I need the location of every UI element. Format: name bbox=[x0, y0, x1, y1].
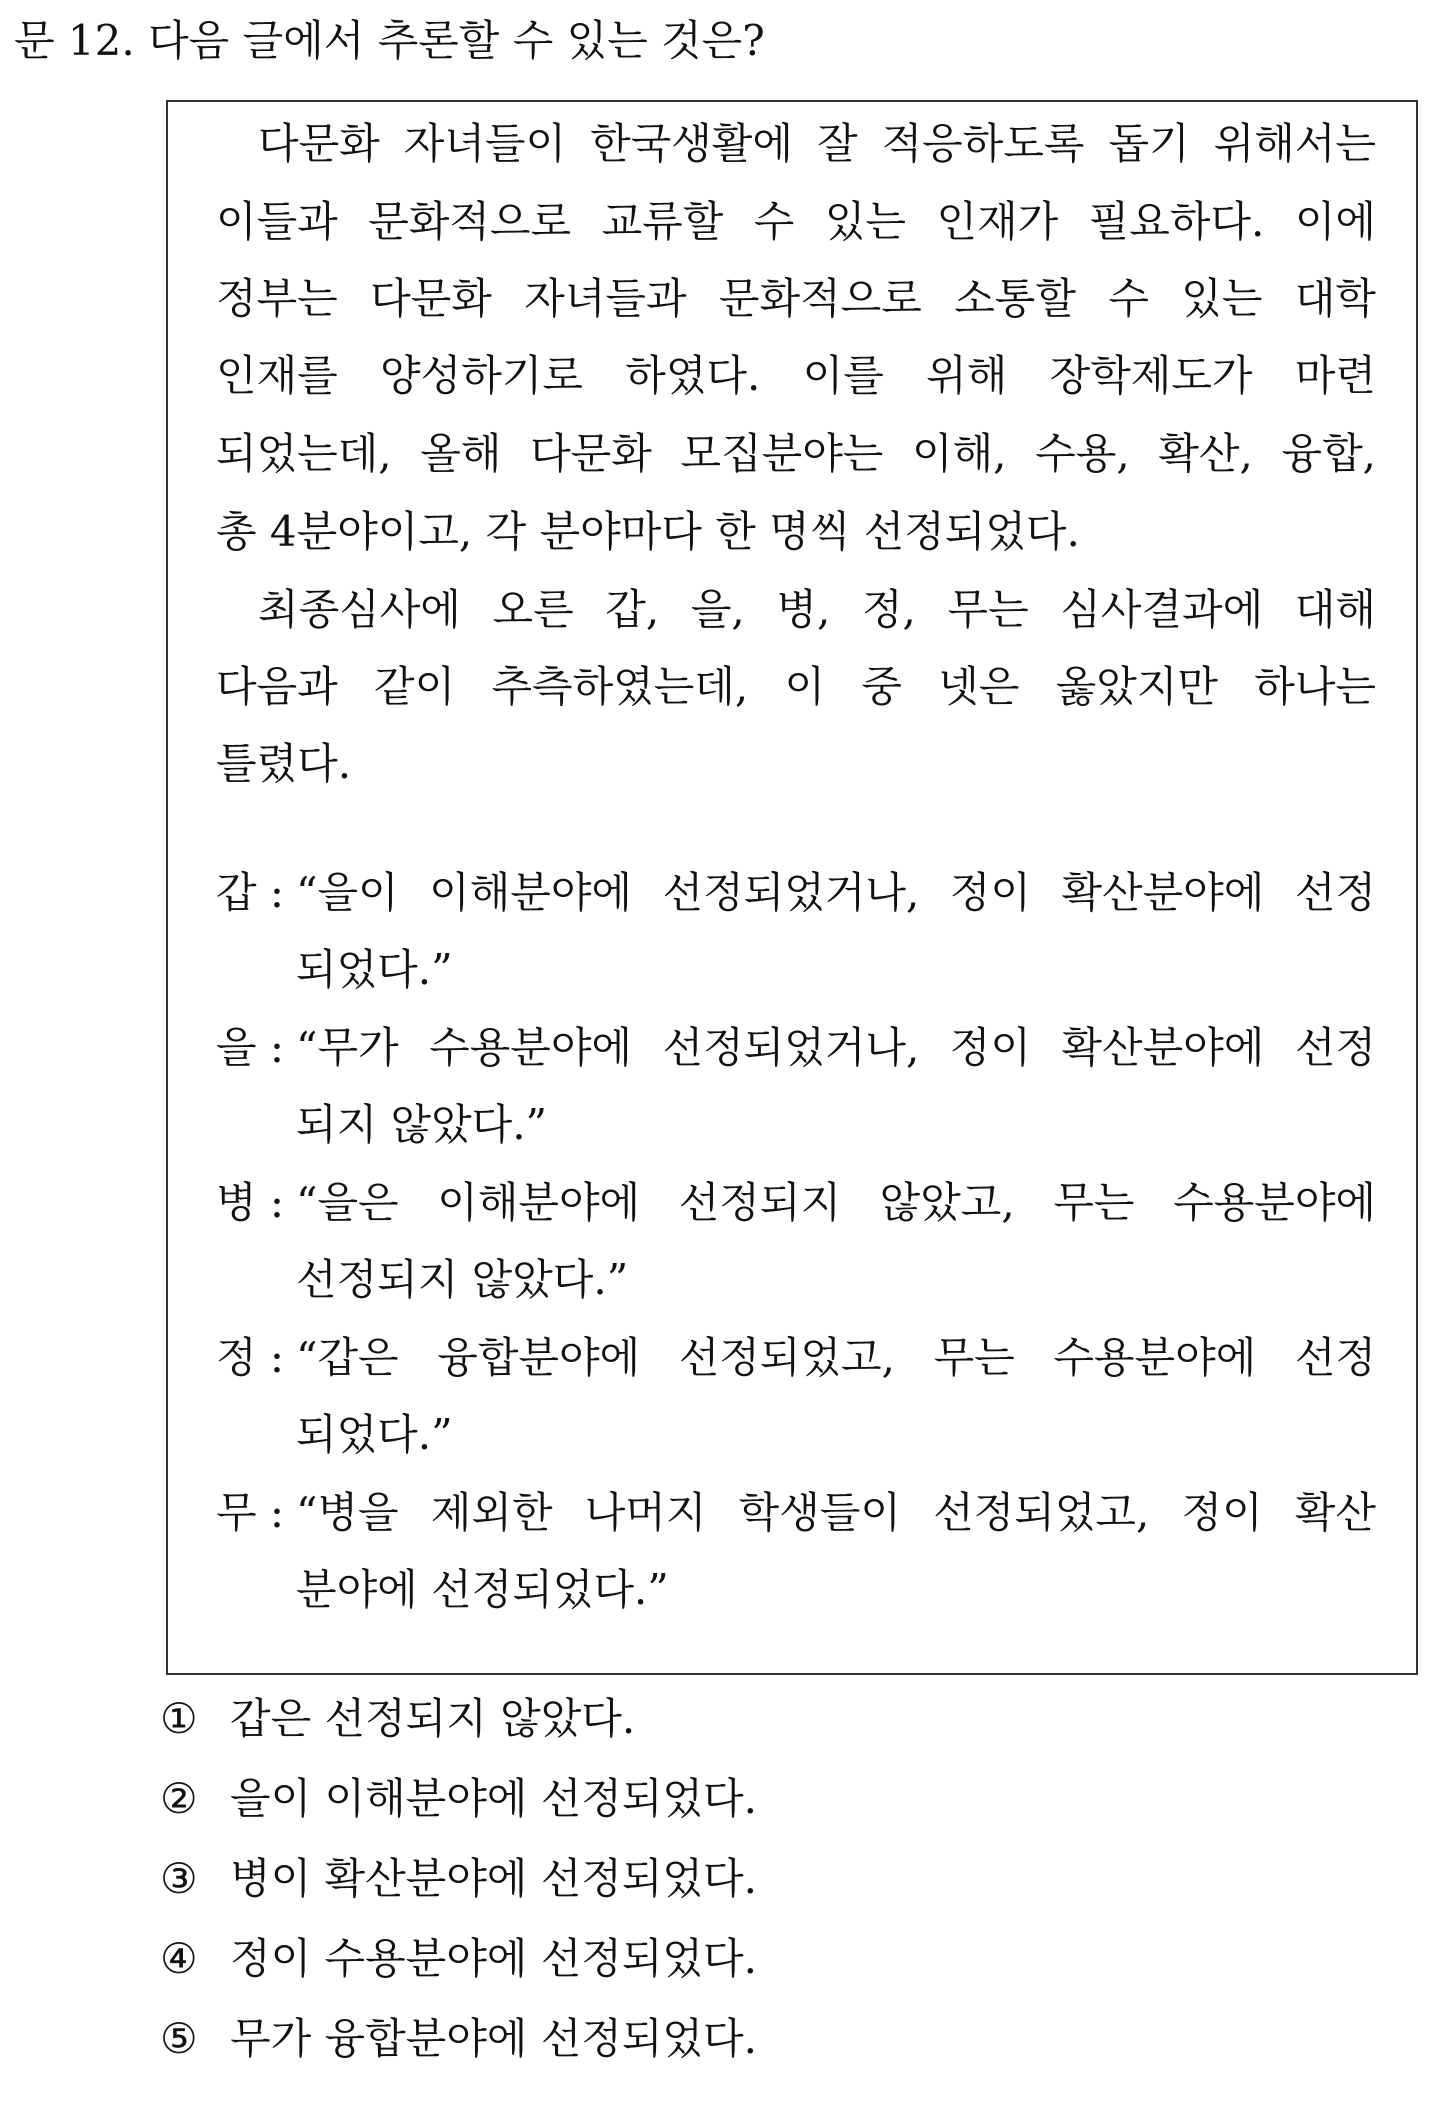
option-text: 병이 확산분야에 선정되었다. bbox=[230, 1854, 757, 1903]
statement-jeong bbox=[216, 1327, 1376, 1389]
option-text: 을이 이해분야에 선정되었다. bbox=[230, 1774, 757, 1823]
speaker-label: 갑 : bbox=[216, 868, 285, 917]
option-text: 무가 융합분야에 선정되었다. bbox=[230, 2014, 757, 2063]
speaker-label: 정 : bbox=[216, 1333, 285, 1382]
statement-text: “을이 이해분야에 선정되었거나, 정이 확산분야에 선정 bbox=[296, 868, 1376, 917]
answer-option-3[interactable] bbox=[160, 1848, 757, 1910]
answer-option-1[interactable] bbox=[160, 1688, 635, 1750]
answer-option-5[interactable] bbox=[160, 2008, 757, 2070]
statement-text: “병을 제외한 나머지 학생들이 선정되었고, 정이 확산 bbox=[296, 1488, 1376, 1537]
statement-continuation: 분야에 선정되었다.” bbox=[296, 1565, 669, 1614]
passage-line: 다문화 자녀들이 한국생활에 잘 적응하도록 돕기 위해서는 bbox=[258, 119, 1376, 168]
statement-continuation: 되었다.” bbox=[296, 945, 453, 994]
passage-line: 정부는 다문화 자녀들과 문화적으로 소통할 수 있는 대학 bbox=[216, 274, 1376, 323]
question-title: 문 12. 다음 글에서 추론할 수 있는 것은? bbox=[14, 16, 765, 65]
answer-option-4[interactable] bbox=[160, 1928, 757, 1990]
option-number: ④ bbox=[160, 1934, 198, 1983]
option-number: ② bbox=[160, 1774, 198, 1823]
speaker-label: 을 : bbox=[216, 1023, 285, 1072]
passage-line: 되었는데, 올해 다문화 모집분야는 이해, 수용, 확산, 융합, bbox=[216, 429, 1376, 478]
option-number: ⑤ bbox=[160, 2014, 198, 2063]
option-number: ① bbox=[160, 1694, 198, 1743]
passage-line: 최종심사에 오른 갑, 을, 병, 정, 무는 심사결과에 대해 bbox=[258, 585, 1376, 634]
statement-continuation: 선정되지 않았다.” bbox=[296, 1255, 629, 1304]
statement-eul bbox=[216, 1017, 1376, 1079]
statement-continuation: 되지 않았다.” bbox=[296, 1100, 548, 1149]
passage-line: 틀렸다. bbox=[216, 739, 352, 788]
statement-continuation: 되었다.” bbox=[296, 1410, 453, 1459]
passage-line: 총 4분야이고, 각 분야마다 한 명씩 선정되었다. bbox=[216, 507, 1080, 556]
passage-line: 이들과 문화적으로 교류할 수 있는 인재가 필요하다. 이에 bbox=[216, 197, 1376, 246]
statement-gap bbox=[216, 862, 1376, 924]
option-number: ③ bbox=[160, 1854, 198, 1903]
passage-line: 다음과 같이 추측하였는데, 이 중 넷은 옳았지만 하나는 bbox=[216, 662, 1376, 711]
statement-text: “갑은 융합분야에 선정되었고, 무는 수용분야에 선정 bbox=[296, 1333, 1376, 1382]
option-text: 정이 수용분야에 선정되었다. bbox=[230, 1934, 757, 1983]
speaker-label: 병 : bbox=[216, 1178, 285, 1227]
option-text: 갑은 선정되지 않았다. bbox=[230, 1694, 636, 1743]
statement-mu bbox=[216, 1482, 1376, 1544]
statement-text: “무가 수용분야에 선정되었거나, 정이 확산분야에 선정 bbox=[296, 1023, 1376, 1072]
speaker-label: 무 : bbox=[216, 1488, 285, 1537]
passage-line: 인재를 양성하기로 하였다. 이를 위해 장학제도가 마련 bbox=[216, 351, 1376, 400]
answer-option-2[interactable] bbox=[160, 1768, 757, 1830]
statement-byeong bbox=[216, 1172, 1376, 1234]
statement-text: “을은 이해분야에 선정되지 않았고, 무는 수용분야에 bbox=[296, 1178, 1376, 1227]
